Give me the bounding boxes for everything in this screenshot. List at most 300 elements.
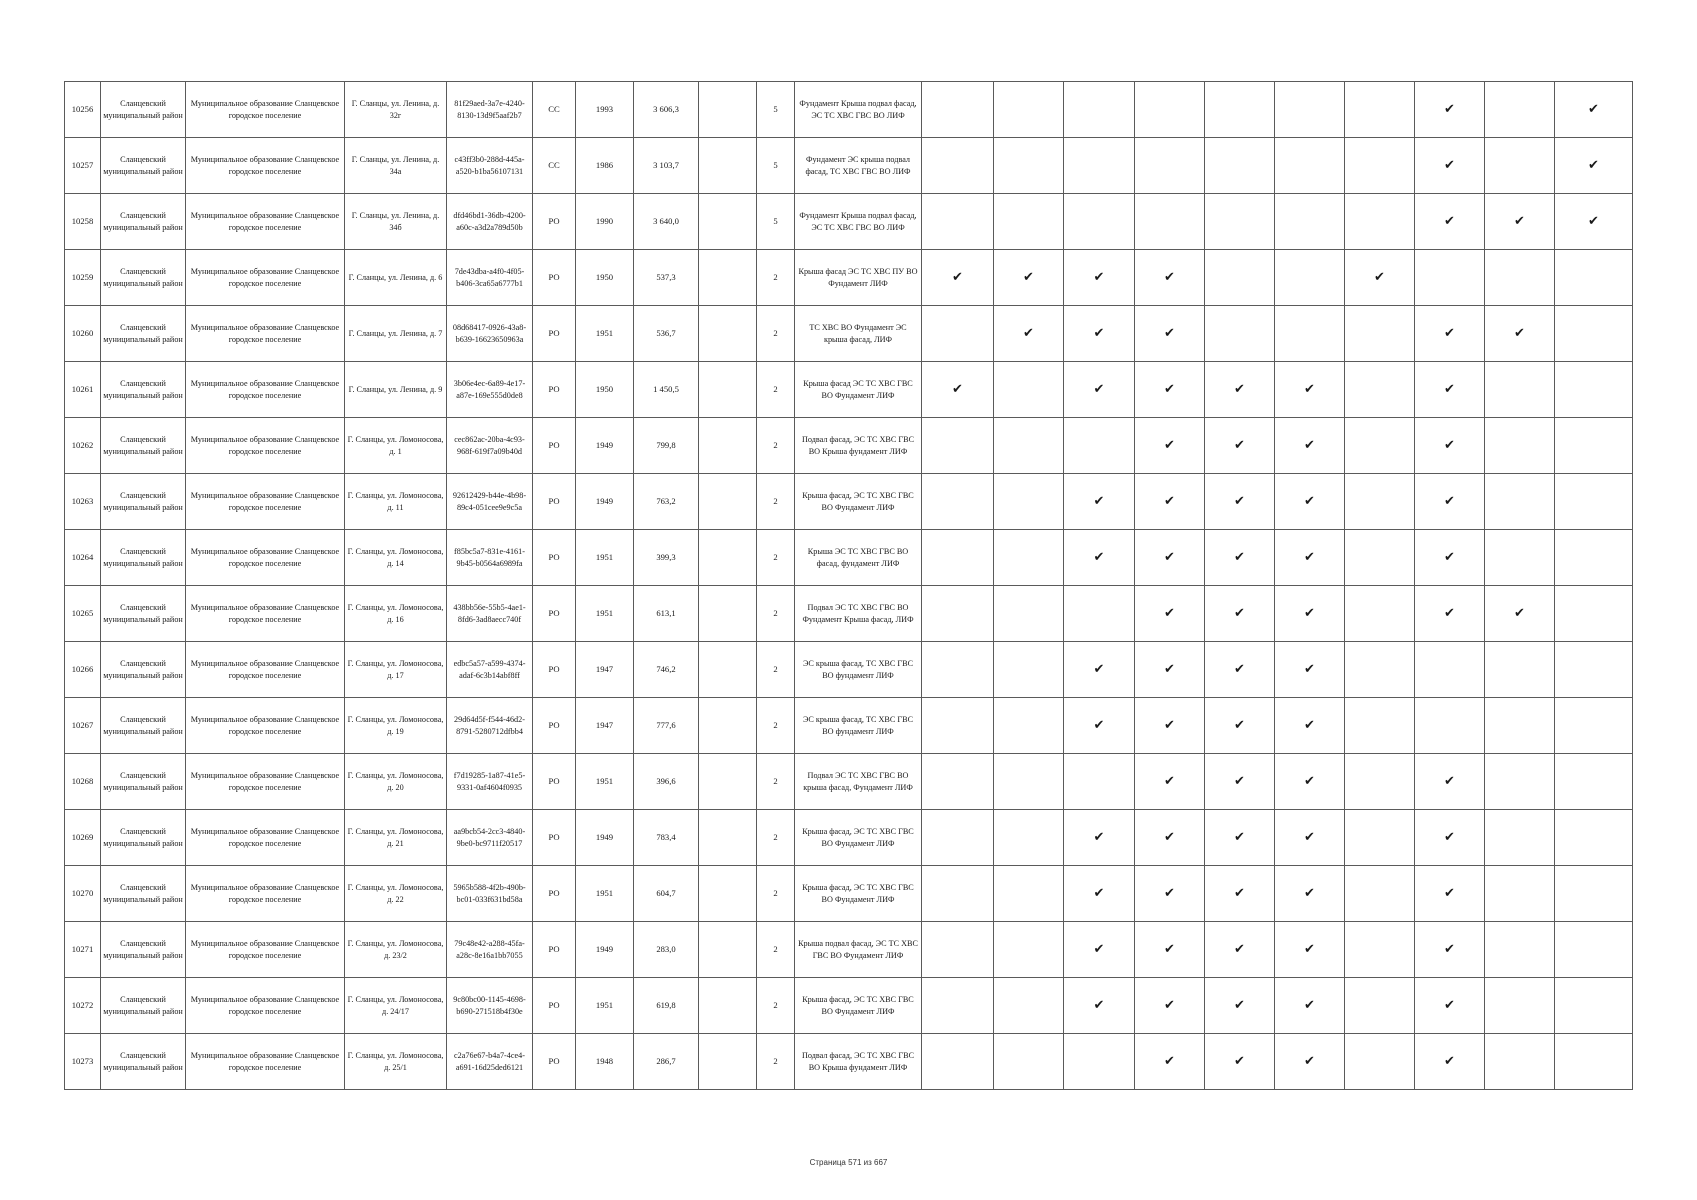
work-type-7-cell [1345,642,1415,698]
total-area-cell: 3 606,3 [634,82,699,138]
construction-year-cell: 1949 [576,474,634,530]
building-guid-cell: 29d64d5f-f544-46d2-8791-5280712dfbb4 [447,698,533,754]
work-type-9-cell [1485,810,1555,866]
work-type-9-cell [1485,754,1555,810]
check-mark-icon: ✔ [1304,718,1315,733]
work-type-10-cell [1555,82,1633,138]
table-row [65,698,1633,754]
work-type-7-cell [1345,418,1415,474]
check-mark-icon: ✔ [1514,214,1525,229]
address-cell: Г. Сланцы, ул. Ломоносова, д. 19 [345,698,447,754]
work-type-4-cell [1135,810,1205,866]
district-name-cell: Сланцевский муниципальный район [101,754,186,810]
table-row [65,250,1633,306]
check-mark-icon: ✔ [1234,438,1245,453]
row-id-cell: 10262 [65,418,101,474]
district-name-cell: Сланцевский муниципальный район [101,82,186,138]
work-type-4-cell [1135,698,1205,754]
work-type-5-cell [1205,866,1275,922]
construction-year-cell: 1993 [576,82,634,138]
work-type-2-cell [994,978,1064,1034]
work-type-9-cell [1485,698,1555,754]
building-guid-cell: 5965b588-4f2b-490b-bc01-033f631bd58a [447,866,533,922]
work-type-8-cell [1415,866,1485,922]
floor-count-cell: 2 [757,978,795,1034]
work-type-6-cell [1275,1034,1345,1090]
work-type-4-cell [1135,138,1205,194]
address-cell: Г. Сланцы, ул. Ломоносова, д. 17 [345,642,447,698]
work-type-5-cell [1205,194,1275,250]
construction-year-cell: 1950 [576,362,634,418]
work-type-4-cell [1135,82,1205,138]
table-row [65,306,1633,362]
check-mark-icon: ✔ [1444,214,1455,229]
check-mark-icon: ✔ [1164,830,1175,845]
building-guid-cell: c2a76e67-b4a7-4ce4-a691-16d25ded6121 [447,1034,533,1090]
total-area-cell: 1 450,5 [634,362,699,418]
work-type-6-cell [1275,362,1345,418]
check-mark-icon: ✔ [1164,998,1175,1013]
work-type-1-cell [922,306,994,362]
work-type-4-cell [1135,866,1205,922]
work-type-6-cell [1275,810,1345,866]
check-mark-icon: ✔ [1444,830,1455,845]
address-cell: Г. Сланцы, ул. Ленина, д. 6 [345,250,447,306]
work-type-5-cell [1205,810,1275,866]
floor-count-cell: 2 [757,586,795,642]
work-type-1-cell [922,586,994,642]
work-type-9-cell [1485,922,1555,978]
work-type-10-cell [1555,530,1633,586]
municipality-name-cell: Муниципальное образование Сланцевское городское поселение [186,362,345,418]
check-mark-icon: ✔ [1234,1054,1245,1069]
work-type-9-cell [1485,82,1555,138]
check-mark-icon: ✔ [1093,942,1105,957]
building-guid-cell: 7de43dba-a4f0-4f05-b406-3ca65a6777b1 [447,250,533,306]
work-type-2-cell [994,362,1064,418]
check-mark-icon: ✔ [1234,998,1245,1013]
work-type-5-cell [1205,922,1275,978]
check-mark-icon: ✔ [1093,494,1105,509]
work-list-cell: Подвал фасад, ЭС ТС ХВС ГВС ВО Крыша фундамент ЛИФ [795,1034,922,1090]
work-type-5-cell [1205,306,1275,362]
municipality-name-cell: Муниципальное образование Сланцевское городское поселение [186,474,345,530]
ownership-type-cell: РО [533,362,576,418]
construction-year-cell: 1948 [576,1034,634,1090]
floor-count-cell: 5 [757,194,795,250]
check-mark-icon: ✔ [1093,886,1105,901]
check-mark-icon: ✔ [1444,326,1455,341]
check-mark-icon: ✔ [1514,326,1525,341]
blank-value-cell [699,922,757,978]
total-area-cell: 799,8 [634,418,699,474]
work-type-3-cell [1064,530,1135,586]
housing-registry-table [64,81,1633,1090]
work-type-9-cell [1485,1034,1555,1090]
work-type-5-cell [1205,530,1275,586]
ownership-type-cell: СС [533,138,576,194]
work-type-7-cell [1345,586,1415,642]
check-mark-icon: ✔ [1093,662,1105,677]
table-row [65,642,1633,698]
work-type-5-cell [1205,474,1275,530]
ownership-type-cell: РО [533,1034,576,1090]
work-list-cell: Фундамент Крыша подвал фасад, ЭС ТС ХВС ГВС ВО ЛИФ [795,82,922,138]
check-mark-icon: ✔ [1444,1054,1455,1069]
total-area-cell: 3 640,0 [634,194,699,250]
check-mark-icon: ✔ [1164,494,1175,509]
building-guid-cell: 9c80bc00-1145-4698-b690-271518b4f30e [447,978,533,1034]
floor-count-cell: 2 [757,250,795,306]
ownership-type-cell: РО [533,586,576,642]
work-type-10-cell [1555,362,1633,418]
address-cell: Г. Сланцы, ул. Ломоносова, д. 1 [345,418,447,474]
check-mark-icon: ✔ [952,382,963,397]
municipality-name-cell: Муниципальное образование Сланцевское городское поселение [186,586,345,642]
ownership-type-cell: РО [533,810,576,866]
check-mark-icon: ✔ [1304,998,1315,1013]
work-type-10-cell [1555,474,1633,530]
work-type-1-cell [922,866,994,922]
blank-value-cell [699,754,757,810]
total-area-cell: 3 103,7 [634,138,699,194]
work-type-1-cell [922,1034,994,1090]
total-area-cell: 619,8 [634,978,699,1034]
row-id-cell: 10264 [65,530,101,586]
work-type-6-cell [1275,474,1345,530]
work-type-3-cell [1064,698,1135,754]
blank-value-cell [699,586,757,642]
check-mark-icon: ✔ [1304,1054,1315,1069]
work-type-7-cell [1345,362,1415,418]
work-type-9-cell [1485,586,1555,642]
work-type-3-cell [1064,642,1135,698]
address-cell: Г. Сланцы, ул. Ленина, д. 32г [345,82,447,138]
work-type-2-cell [994,586,1064,642]
blank-value-cell [699,978,757,1034]
work-list-cell: Фундамент ЭС крыша подвал фасад, ТС ХВС ГВС ВО ЛИФ [795,138,922,194]
work-type-10-cell [1555,138,1633,194]
check-mark-icon: ✔ [1234,550,1245,565]
work-type-2-cell [994,810,1064,866]
row-id-cell: 10261 [65,362,101,418]
work-type-3-cell [1064,1034,1135,1090]
blank-value-cell [699,418,757,474]
check-mark-icon: ✔ [1444,102,1455,117]
check-mark-icon: ✔ [1514,606,1525,621]
work-list-cell: Крыша фасад ЭС ТС ХВС ПУ ВО Фундамент ЛИФ [795,250,922,306]
blank-value-cell [699,362,757,418]
row-id-cell: 10258 [65,194,101,250]
work-type-5-cell [1205,754,1275,810]
work-type-4-cell [1135,754,1205,810]
total-area-cell: 777,6 [634,698,699,754]
blank-value-cell [699,642,757,698]
floor-count-cell: 2 [757,530,795,586]
floor-count-cell: 2 [757,418,795,474]
check-mark-icon: ✔ [1444,606,1455,621]
work-list-cell: Подвал ЭС ТС ХВС ГВС ВО крыша фасад, Фундамент ЛИФ [795,754,922,810]
blank-value-cell [699,250,757,306]
district-name-cell: Сланцевский муниципальный район [101,586,186,642]
ownership-type-cell: РО [533,250,576,306]
address-cell: Г. Сланцы, ул. Ленина, д. 7 [345,306,447,362]
municipality-name-cell: Муниципальное образование Сланцевское городское поселение [186,418,345,474]
floor-count-cell: 2 [757,810,795,866]
blank-value-cell [699,866,757,922]
work-type-3-cell [1064,138,1135,194]
municipality-name-cell: Муниципальное образование Сланцевское городское поселение [186,698,345,754]
work-type-9-cell [1485,138,1555,194]
work-type-6-cell [1275,922,1345,978]
address-cell: Г. Сланцы, ул. Ломоносова, д. 21 [345,810,447,866]
work-type-3-cell [1064,194,1135,250]
work-type-8-cell [1415,474,1485,530]
work-type-4-cell [1135,922,1205,978]
check-mark-icon: ✔ [1304,438,1315,453]
work-type-9-cell [1485,306,1555,362]
table-row [65,586,1633,642]
address-cell: Г. Сланцы, ул. Ломоносова, д. 25/1 [345,1034,447,1090]
work-type-5-cell [1205,698,1275,754]
district-name-cell: Сланцевский муниципальный район [101,306,186,362]
work-type-5-cell [1205,978,1275,1034]
work-type-10-cell [1555,642,1633,698]
check-mark-icon: ✔ [1164,774,1175,789]
work-type-2-cell [994,418,1064,474]
work-type-7-cell [1345,698,1415,754]
check-mark-icon: ✔ [1093,830,1105,845]
building-guid-cell: cec862ac-20ba-4c93-968f-619f7a09b40d [447,418,533,474]
address-cell: Г. Сланцы, ул. Ленина, д. 9 [345,362,447,418]
building-guid-cell: 438bb56e-55b5-4ae1-8fd6-3ad8aecc740f [447,586,533,642]
work-type-8-cell [1415,698,1485,754]
floor-count-cell: 2 [757,698,795,754]
work-list-cell: ТС ХВС ВО Фундамент ЭС крыша фасад, ЛИФ [795,306,922,362]
work-type-4-cell [1135,586,1205,642]
total-area-cell: 286,7 [634,1034,699,1090]
work-type-6-cell [1275,754,1345,810]
work-type-1-cell [922,810,994,866]
work-list-cell: Крыша ЭС ТС ХВС ГВС ВО фасад, фундамент ЛИФ [795,530,922,586]
work-type-8-cell [1415,530,1485,586]
work-type-1-cell [922,530,994,586]
building-guid-cell: 92612429-b44e-4b98-89c4-051cee9e9c5a [447,474,533,530]
check-mark-icon: ✔ [1304,494,1315,509]
check-mark-icon: ✔ [1374,270,1385,285]
blank-value-cell [699,82,757,138]
total-area-cell: 604,7 [634,866,699,922]
work-type-2-cell [994,250,1064,306]
row-id-cell: 10260 [65,306,101,362]
check-mark-icon: ✔ [1164,438,1175,453]
check-mark-icon: ✔ [1093,326,1105,341]
row-id-cell: 10272 [65,978,101,1034]
construction-year-cell: 1947 [576,642,634,698]
work-type-6-cell [1275,978,1345,1034]
work-type-2-cell [994,922,1064,978]
work-type-9-cell [1485,978,1555,1034]
floor-count-cell: 2 [757,362,795,418]
check-mark-icon: ✔ [1588,158,1599,173]
check-mark-icon: ✔ [1234,662,1245,677]
check-mark-icon: ✔ [1164,326,1175,341]
work-type-2-cell [994,138,1064,194]
municipality-name-cell: Муниципальное образование Сланцевское городское поселение [186,250,345,306]
work-type-6-cell [1275,138,1345,194]
work-type-2-cell [994,530,1064,586]
work-type-1-cell [922,922,994,978]
check-mark-icon: ✔ [1093,998,1105,1013]
work-type-8-cell [1415,1034,1485,1090]
district-name-cell: Сланцевский муниципальный район [101,1034,186,1090]
work-type-1-cell [922,138,994,194]
construction-year-cell: 1951 [576,754,634,810]
work-type-4-cell [1135,1034,1205,1090]
check-mark-icon: ✔ [1023,270,1034,285]
check-mark-icon: ✔ [1093,550,1105,565]
district-name-cell: Сланцевский муниципальный район [101,418,186,474]
blank-value-cell [699,306,757,362]
municipality-name-cell: Муниципальное образование Сланцевское городское поселение [186,978,345,1034]
ownership-type-cell: РО [533,866,576,922]
work-type-4-cell [1135,250,1205,306]
check-mark-icon: ✔ [1164,606,1175,621]
work-list-cell: Фундамент Крыша подвал фасад, ЭС ТС ХВС ГВС ВО ЛИФ [795,194,922,250]
page-number-footer: Страница 571 из 667 [809,1158,888,1167]
work-type-3-cell [1064,866,1135,922]
table-row [65,754,1633,810]
work-type-6-cell [1275,698,1345,754]
blank-value-cell [699,698,757,754]
district-name-cell: Сланцевский муниципальный район [101,474,186,530]
check-mark-icon: ✔ [1304,886,1315,901]
work-type-7-cell [1345,978,1415,1034]
check-mark-icon: ✔ [1234,774,1245,789]
work-type-8-cell [1415,978,1485,1034]
table-row [65,1034,1633,1090]
work-type-9-cell [1485,474,1555,530]
district-name-cell: Сланцевский муниципальный район [101,194,186,250]
work-type-9-cell [1485,194,1555,250]
municipality-name-cell: Муниципальное образование Сланцевское городское поселение [186,866,345,922]
blank-value-cell [699,810,757,866]
table-row [65,82,1633,138]
construction-year-cell: 1951 [576,978,634,1034]
check-mark-icon: ✔ [1444,438,1455,453]
work-type-2-cell [994,866,1064,922]
work-type-7-cell [1345,306,1415,362]
work-type-3-cell [1064,418,1135,474]
building-guid-cell: f7d19285-1a87-41e5-9331-0af4604f0935 [447,754,533,810]
check-mark-icon: ✔ [1164,1054,1175,1069]
municipality-name-cell: Муниципальное образование Сланцевское городское поселение [186,306,345,362]
address-cell: Г. Сланцы, ул. Ломоносова, д. 16 [345,586,447,642]
blank-value-cell [699,138,757,194]
floor-count-cell: 2 [757,866,795,922]
municipality-name-cell: Муниципальное образование Сланцевское городское поселение [186,194,345,250]
work-type-8-cell [1415,754,1485,810]
work-type-1-cell [922,978,994,1034]
work-type-5-cell [1205,1034,1275,1090]
row-id-cell: 10270 [65,866,101,922]
work-type-8-cell [1415,82,1485,138]
check-mark-icon: ✔ [1164,550,1175,565]
district-name-cell: Сланцевский муниципальный район [101,530,186,586]
work-type-7-cell [1345,810,1415,866]
work-type-8-cell [1415,418,1485,474]
work-type-8-cell [1415,138,1485,194]
check-mark-icon: ✔ [1164,662,1175,677]
work-type-5-cell [1205,418,1275,474]
check-mark-icon: ✔ [952,270,963,285]
work-type-9-cell [1485,530,1555,586]
check-mark-icon: ✔ [1164,382,1175,397]
work-type-1-cell [922,642,994,698]
check-mark-icon: ✔ [1234,830,1245,845]
floor-count-cell: 5 [757,82,795,138]
work-type-8-cell [1415,306,1485,362]
address-cell: Г. Сланцы, ул. Ломоносова, д. 22 [345,866,447,922]
work-type-10-cell [1555,1034,1633,1090]
total-area-cell: 763,2 [634,474,699,530]
work-type-3-cell [1064,586,1135,642]
address-cell: Г. Сланцы, ул. Ломоносова, д. 20 [345,754,447,810]
check-mark-icon: ✔ [1234,494,1245,509]
table-body [65,82,1633,1090]
work-type-1-cell [922,194,994,250]
district-name-cell: Сланцевский муниципальный район [101,250,186,306]
row-id-cell: 10269 [65,810,101,866]
ownership-type-cell: РО [533,194,576,250]
check-mark-icon: ✔ [1164,718,1175,733]
ownership-type-cell: РО [533,306,576,362]
table-row [65,418,1633,474]
construction-year-cell: 1951 [576,866,634,922]
work-type-8-cell [1415,194,1485,250]
floor-count-cell: 2 [757,642,795,698]
work-type-7-cell [1345,530,1415,586]
check-mark-icon: ✔ [1304,662,1315,677]
row-id-cell: 10265 [65,586,101,642]
blank-value-cell [699,194,757,250]
total-area-cell: 537,3 [634,250,699,306]
work-type-3-cell [1064,474,1135,530]
work-type-7-cell [1345,866,1415,922]
row-id-cell: 10273 [65,1034,101,1090]
total-area-cell: 283,0 [634,922,699,978]
work-type-10-cell [1555,978,1633,1034]
work-type-5-cell [1205,138,1275,194]
work-type-9-cell [1485,418,1555,474]
building-guid-cell: 81f29aed-3a7e-4240-8130-13d9f5aaf2b7 [447,82,533,138]
work-list-cell: ЭС крыша фасад, ТС ХВС ГВС ВО фундамент ЛИФ [795,642,922,698]
district-name-cell: Сланцевский муниципальный район [101,362,186,418]
work-type-8-cell [1415,810,1485,866]
construction-year-cell: 1990 [576,194,634,250]
work-type-3-cell [1064,978,1135,1034]
work-type-7-cell [1345,138,1415,194]
total-area-cell: 613,1 [634,586,699,642]
district-name-cell: Сланцевский муниципальный район [101,922,186,978]
floor-count-cell: 2 [757,1034,795,1090]
work-type-1-cell [922,250,994,306]
table-row [65,810,1633,866]
total-area-cell: 783,4 [634,810,699,866]
work-type-4-cell [1135,194,1205,250]
building-guid-cell: 3b06e4ec-6a89-4e17-a87e-169e555d0de8 [447,362,533,418]
municipality-name-cell: Муниципальное образование Сланцевское городское поселение [186,922,345,978]
